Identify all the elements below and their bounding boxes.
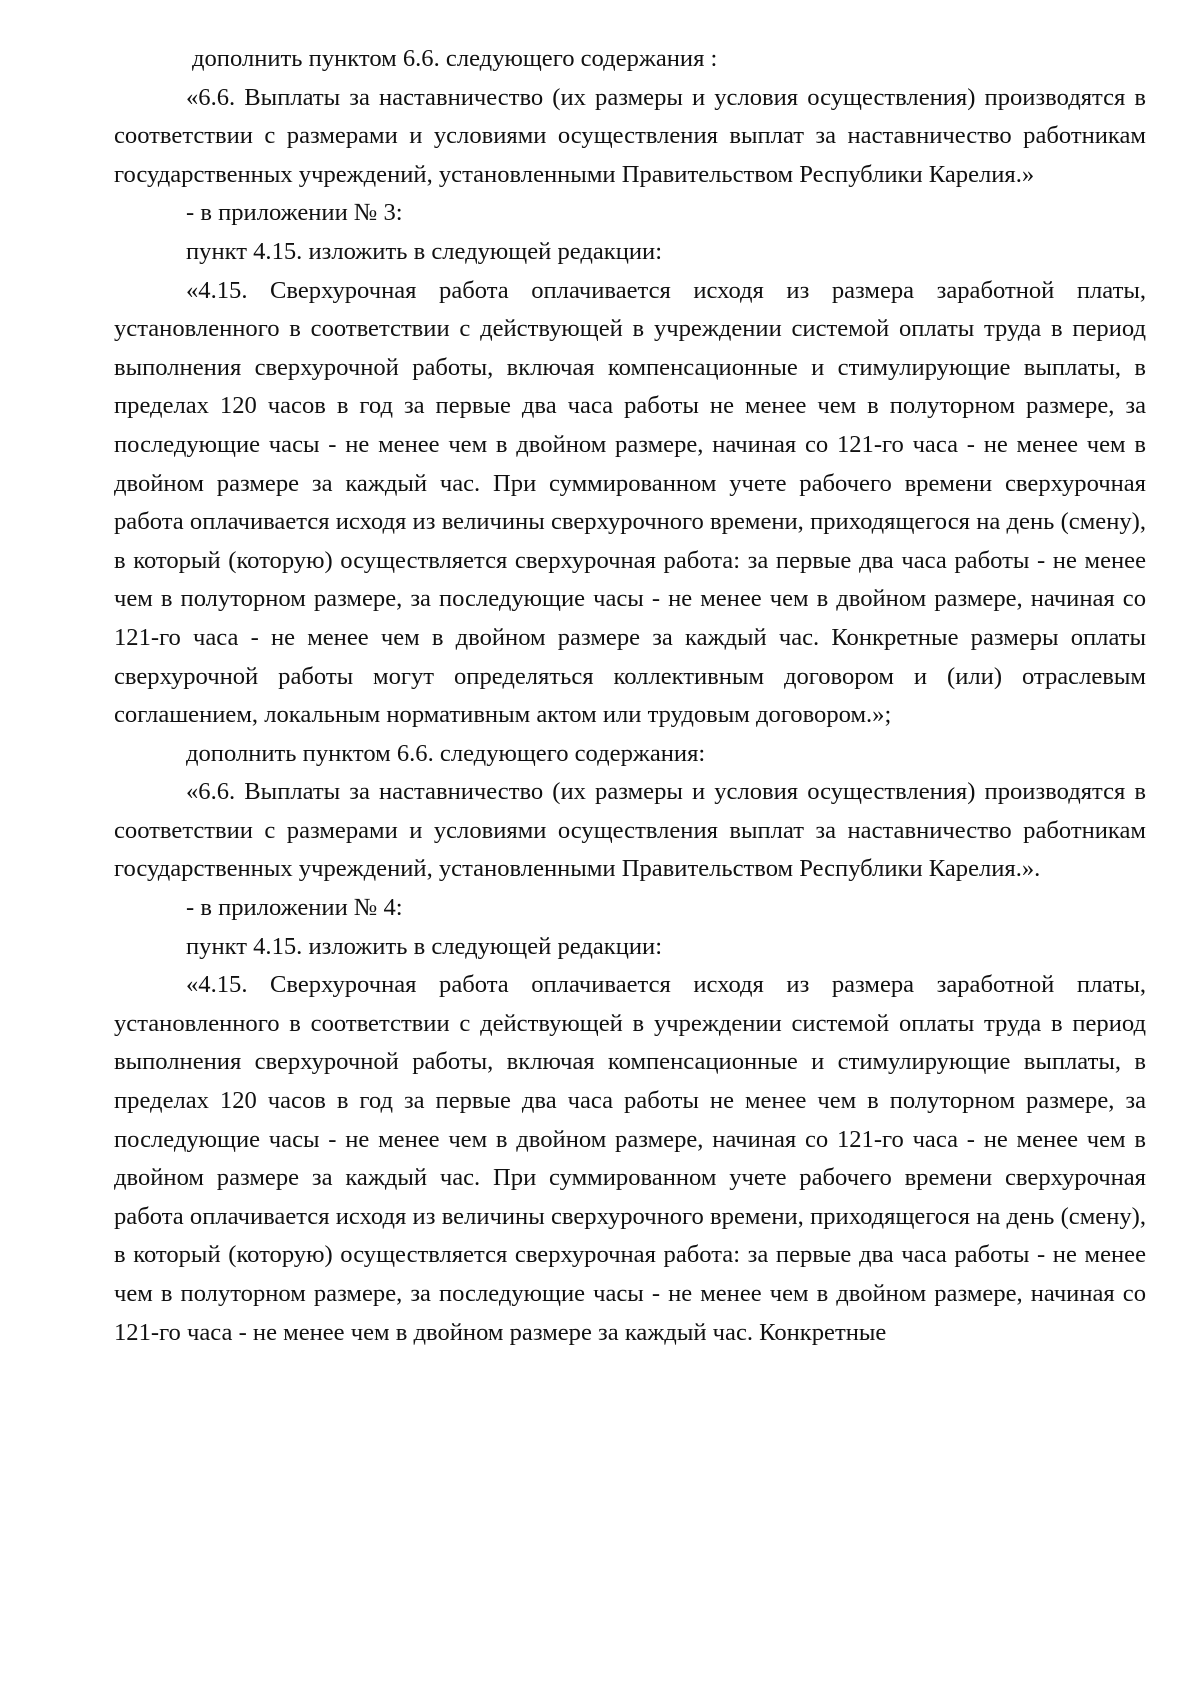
paragraph-item-4-15-text: «4.15. Сверхурочная работа оплачивается исходя из размера заработной платы, установленного в соответствии с действующей в учреждении системой оплаты труда в период выполнения сверхурочной работы, включая компенсационные и стимулирующие выплаты, в пределах 120 часов в год за первые два часа работы не менее чем в полуторном размере, за последующие часы - не менее чем в двойном размере, начиная со 121-го часа - не менее чем в двойном размере за каждый час. При суммированном учете рабочего времени сверхурочная работа оплачивается исходя из величины сверхурочного времени, приходящегося на день (смену), в который (которую) осуществляется сверхурочная работа: за первые два часа работы - не менее чем в полуторном размере, за последующие часы - не менее чем в двойном размере, начиная со 121-го часа - не менее чем в двойном размере за каждый час. Конкретные размеры оплаты сверхурочной работы могут определяться коллективным договором и (или) отраслевым соглашением, локальным нормативным актом или трудовым договором.»; [114, 276, 1146, 729]
paragraph-add-item-6-6-intro: дополнить пунктом 6.6. следующего содержания : [192, 45, 718, 72]
paragraph-item-4-15-text-2: «4.15. Сверхурочная работа оплачивается исходя из размера заработной платы, установленного в соответствии с действующей в учреждении системой оплаты труда в период выполнения сверхурочной работы, включая компенсационные и стимулирующие выплаты, в пределах 120 часов в год за первые два часа работы не менее чем в полуторном размере, за последующие часы - не менее чем в двойном размере, начиная со 121-го часа - не менее чем в двойном размере за каждый час. При суммированном учете рабочего времени сверхурочная работа оплачивается исходя из величины сверхурочного времени, приходящегося на день (смену), в который (которую) осуществляется сверхурочная работа: за первые два часа работы - не менее чем в полуторном размере, за последующие часы - не менее чем в двойном размере, начиная со 121-го часа - не менее чем в двойном размере за каждый час. Конкретные [114, 971, 1146, 1346]
paragraph-appendix-3-heading: - в приложении № 3: [186, 199, 403, 227]
paragraph-item-6-6-text-2: «6.6. Выплаты за наставничество (их размеры и условия осуществления) производятся в соответствии с размерами и условиями осуществления выплат за наставничество работникам государственных учреждений, установленными Правительством Республики Карелия.». [114, 778, 1146, 883]
paragraph-appendix-4-heading: - в приложении № 4: [186, 894, 403, 922]
paragraph-item-4-15-intro: пункт 4.15. изложить в следующей редакции: [186, 237, 663, 265]
paragraph-item-4-15-intro-2: пункт 4.15. изложить в следующей редакции: [186, 932, 663, 960]
paragraph-item-6-6-text: «6.6. Выплаты за наставничество (их размеры и условия осуществления) производятся в соответствии с размерами и условиями осуществления выплат за наставничество работникам государственных учреждений, установленными Правительством Республики Карелия.» [114, 83, 1146, 188]
paragraph-add-item-6-6-intro-2: дополнить пунктом 6.6. следующего содержания: [186, 739, 706, 767]
document-body [114, 40, 1146, 1352]
